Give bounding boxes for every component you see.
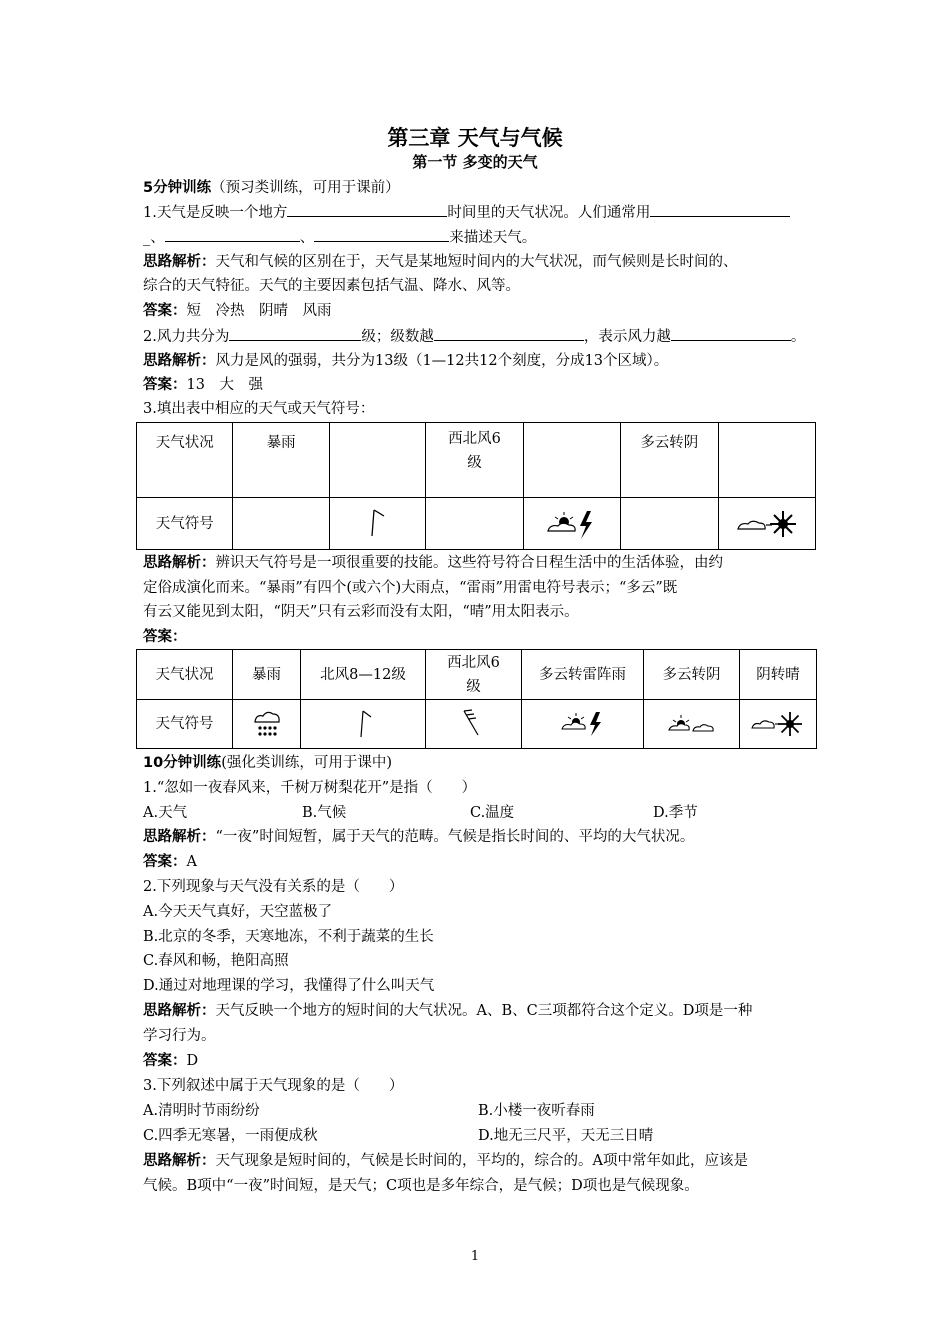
section-heading-5min: 5分钟训练（预习类训练，可用于课前） [143, 180, 400, 196]
cell-weather [718, 423, 815, 498]
cell-weather: 多云转阴 [644, 650, 740, 700]
row-label-weather: 天气状况 [137, 423, 233, 498]
analysis-3: 思路解析：辨识天气符号是一项很重要的技能。这些符号符合日程生活中的生活体验，由约 [143, 555, 723, 571]
cell-symbol [621, 498, 718, 550]
option-c: C.四季无寒暑，一雨便成秋 [143, 1128, 318, 1144]
partly-cloudy-to-overcast-icon [667, 710, 717, 738]
cell-weather: 北风8—12级 [301, 650, 426, 700]
cell-symbol [233, 498, 329, 550]
analysis-3-cont: 有云又能见到太阳，“阴天”只有云彩而没有太阳，“晴”用太阳表示。 [143, 604, 579, 620]
row-label-symbol: 天气符号 [137, 700, 233, 749]
cell-symbol [426, 700, 522, 749]
question-3: 3.填出表中相应的天气或天气符号： [143, 401, 375, 417]
option-d: D.季节 [653, 805, 698, 821]
option-b: B.小楼一夜听春雨 [478, 1103, 595, 1119]
cell-symbol [301, 700, 426, 749]
cell-symbol [329, 498, 425, 550]
option-a: A.天气 [143, 805, 188, 821]
option-d: D.地无三尺平，天无三日晴 [478, 1128, 654, 1144]
option-b: B.气候 [302, 805, 347, 821]
analysis-1-cont: 综合的天气特征。天气的主要因素包括气温、降水、风等。 [143, 278, 520, 294]
cloudy-to-sunny-icon [734, 507, 800, 541]
analysis-s2-1: 思路解析：“一夜”时间短暂，属于天气的范畴。气候是指长时间的、平均的大气状况。 [143, 829, 695, 845]
weather-table-answer [136, 649, 817, 749]
cell-symbol [523, 498, 620, 550]
cell-weather: 多云转阴 [621, 423, 718, 498]
wind-flag-icon [358, 506, 398, 542]
answer-1: 答案：短 冷热 阴晴 风雨 [143, 303, 332, 319]
cell-weather [329, 423, 425, 498]
answer-s2-1: 答案：A [143, 854, 197, 870]
weather-table-blank [136, 422, 816, 550]
analysis-2: 思路解析：风力是风的强弱，共分为13级（1—12共12个刻度，分成13个区域）。 [143, 353, 669, 369]
cell-weather [523, 423, 620, 498]
option-a: A.清明时节雨纷纷 [143, 1103, 260, 1119]
cell-symbol [426, 498, 523, 550]
option-c: C.春风和畅，艳阳高照 [143, 953, 289, 969]
analysis-s2-2: 思路解析：天气反映一个地方的短时间的大气状况。A、B、C三项都符合这个定义。D项是一种 [143, 1003, 753, 1019]
partly-cloudy-thunder-icon [542, 507, 602, 541]
analysis-3-cont: 定俗成演化而来。“暴雨”有四个(或六个)大雨点，“雷雨”用雷电符号表示；“多云”既 [143, 580, 678, 596]
question-1-cont: _、 、 来描述天气。 [143, 226, 536, 249]
northwest-wind-icon [454, 707, 494, 741]
section-title: 第一节 多变的天气 [412, 153, 538, 171]
analysis-s2-3-cont: 气候。B项中“一夜”时间短，是天气；C项也是多年综合，是气候；D项也是气候现象。 [143, 1178, 699, 1194]
question-1: 1.天气是反映一个地方 时间里的天气状况。人们通常用 [143, 201, 790, 224]
question-s2-2: 2.下列现象与天气没有关系的是（ ） [143, 879, 404, 895]
rainstorm-icon [252, 708, 282, 740]
partly-cloudy-thunder-icon [558, 709, 608, 739]
cell-weather: 暴雨 [233, 423, 329, 498]
cell-weather: 暴雨 [233, 650, 301, 700]
row-label-weather: 天气状况 [137, 650, 233, 700]
section-heading-10min: 10分钟训练(强化类训练，可用于课中) [143, 755, 393, 771]
option-c: C.温度 [470, 805, 515, 821]
option-a: A.今天天气真好，天空蓝极了 [143, 904, 333, 920]
answer-2: 答案：13 大 强 [143, 377, 263, 393]
cell-weather: 西北风6级 [426, 650, 522, 700]
chapter-title: 第三章 天气与气候 [387, 126, 563, 150]
cell-weather: 阴转晴 [740, 650, 817, 700]
page-number: 1 [470, 1249, 480, 1264]
cell-symbol [644, 700, 740, 749]
overcast-to-sunny-icon [750, 709, 806, 739]
option-b: B.北京的冬季，天寒地冻，不利于蔬菜的生长 [143, 929, 434, 945]
cell-weather: 西北风6级 [426, 423, 523, 498]
cell-symbol [718, 498, 815, 550]
question-s2-3: 3.下列叙述中属于天气现象的是（ ） [143, 1078, 404, 1094]
answer-s2-2: 答案：D [143, 1053, 199, 1069]
analysis-s2-3: 思路解析：天气现象是短时间的，气候是长时间的，平均的，综合的。A项中常年如此，应该是 [143, 1153, 748, 1169]
analysis-s2-2-cont: 学习行为。 [143, 1028, 216, 1044]
answer-3-label: 答案： [143, 629, 187, 645]
question-s2-1: 1.“忽如一夜春风来，千树万树梨花开”是指（ ） [143, 780, 477, 796]
cell-symbol [522, 700, 644, 749]
cell-symbol [233, 700, 301, 749]
question-2: 2.风力共分为 级；级数越 ，表示风力越 。 [143, 325, 805, 348]
analysis-1: 思路解析：天气和气候的区别在于，天气是某地短时间内的大气状况，而气候则是长时间的、 [143, 254, 738, 270]
cell-symbol [740, 700, 817, 749]
north-wind-icon [343, 707, 383, 741]
option-d: D.通过对地理课的学习，我懂得了什么叫天气 [143, 978, 435, 994]
cell-weather: 多云转雷阵雨 [522, 650, 644, 700]
row-label-symbol: 天气符号 [137, 498, 233, 550]
